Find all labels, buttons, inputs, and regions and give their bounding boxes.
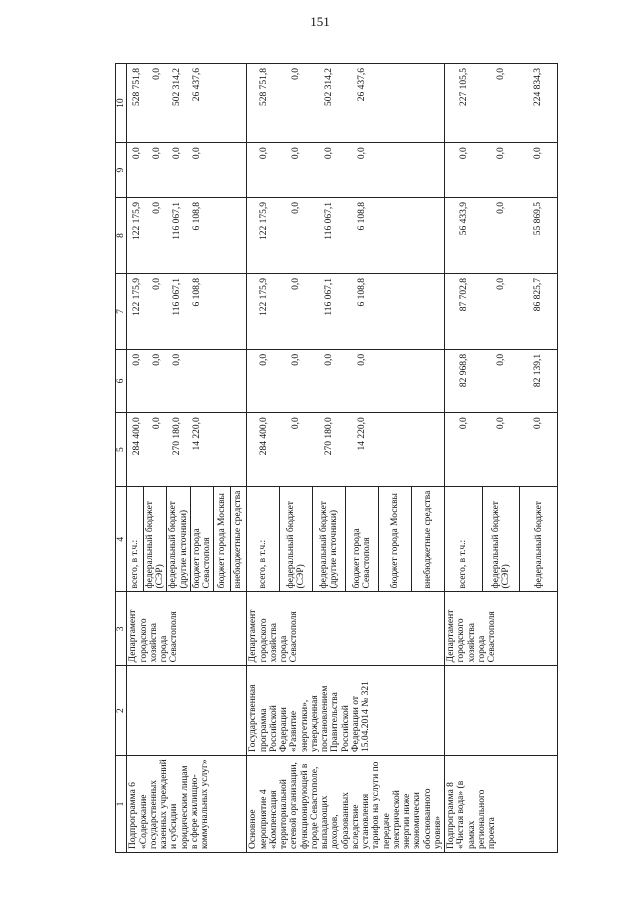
amount-value — [207, 198, 227, 273]
amount-cell-c7 — [445, 273, 558, 349]
row-cell-c1: Подпрограмма 6 «Содержание государственных казенных учреждений и субсидии юридическим лицам в сфере жилищно-коммунальных услуг» — [127, 755, 247, 852]
funding-source: федеральный бюджет (СЭР) — [144, 487, 168, 591]
amount-value: 116 067,1 — [324, 202, 335, 240]
funding-source: всего, в т.ч.: — [127, 487, 144, 591]
funding-sources-cell — [127, 487, 247, 592]
amount-value: 0,0 — [151, 68, 162, 80]
header-cell: 6 — [116, 349, 127, 412]
amount-value: 502 314,2 — [324, 68, 335, 106]
amount-value: 224 834,3 — [533, 68, 544, 106]
amount-value: 270 180,0 — [324, 417, 335, 456]
amount-value: 0,0 — [324, 147, 335, 160]
amount-value: 0,0 — [291, 277, 302, 290]
amount-value: 0,0 — [132, 147, 143, 160]
amount-value: 14 220,0 — [356, 417, 367, 451]
amount-value — [207, 413, 227, 486]
amount-cell-c6 — [247, 349, 445, 412]
amount-value: 0,0 — [151, 147, 162, 160]
row-cell-c2 — [445, 666, 558, 756]
amount-value: 55 869,5 — [533, 202, 544, 236]
amount-value — [378, 198, 411, 273]
amount-value — [378, 413, 411, 486]
amount-value: 0,0 — [495, 417, 506, 430]
funding-source: федеральный бюджет (СЭР) — [483, 487, 521, 591]
amount-value: 0,0 — [291, 68, 302, 80]
amount-value — [226, 350, 246, 412]
amount-value: 227 105,5 — [458, 68, 469, 106]
amount-value: 0,0 — [291, 202, 302, 214]
amount-value — [411, 274, 444, 349]
amount-value: 528 751,8 — [132, 68, 143, 106]
header-cell: 9 — [116, 143, 127, 198]
amount-cell-c10 — [445, 64, 558, 143]
funding-source: всего, в т.ч.: — [445, 487, 483, 591]
funding-source: федеральный бюджет — [533, 501, 544, 589]
amount-value: 0,0 — [171, 147, 182, 160]
amount-value — [207, 64, 227, 142]
amount-value: 0,0 — [356, 353, 367, 366]
amount-value: 0,0 — [458, 147, 469, 160]
amount-value: 0,0 — [324, 353, 335, 366]
row-cell-c3: Департамент городского хозяйства города Севастополя — [445, 592, 558, 666]
header-cell: 1 — [116, 755, 127, 852]
amount-cell-c5 — [247, 413, 445, 487]
amount-value: 116 067,1 — [171, 277, 182, 316]
amount-value: 122 175,9 — [132, 277, 143, 316]
row-cell-c3: Департамент городского хозяйства города Севастополя — [127, 592, 247, 666]
amount-value — [378, 64, 411, 142]
amount-cell-c10 — [247, 64, 445, 143]
funding-source: бюджет города Севастополя — [346, 487, 379, 591]
amount-value: 87 702,8 — [458, 277, 469, 312]
row-cell-c1: Подпрограмма 8 «Чистая вода» (в рамках регионального проекта — [445, 755, 558, 852]
amount-value: 0,0 — [258, 353, 269, 366]
amount-value — [411, 143, 444, 197]
amount-value: 6 108,8 — [356, 277, 367, 307]
amount-value: 528 751,8 — [258, 68, 269, 106]
amount-value: 122 175,9 — [132, 202, 143, 241]
funding-source: федеральный бюджет (другие источники) — [167, 487, 191, 591]
amount-value: 26 437,6 — [191, 68, 202, 102]
amount-value: 26 437,6 — [356, 68, 367, 102]
amount-value — [378, 350, 411, 412]
amount-cell-c5 — [127, 413, 247, 487]
amount-value — [187, 350, 207, 412]
amount-value: 0,0 — [495, 202, 506, 214]
amount-value: 116 067,1 — [171, 202, 182, 240]
amount-value: 0,0 — [533, 417, 544, 430]
funding-sources-cell — [445, 487, 558, 592]
amount-value: 0,0 — [151, 353, 162, 366]
amount-value: 0,0 — [132, 353, 143, 366]
amount-value: 284 400,0 — [132, 417, 143, 456]
amount-value — [226, 413, 246, 486]
amount-value — [411, 413, 444, 486]
amount-cell-c5 — [445, 413, 558, 487]
amount-value — [378, 274, 411, 349]
amount-value: 0,0 — [533, 147, 544, 160]
amount-value: 86 825,7 — [533, 277, 544, 312]
amount-cell-c9 — [127, 143, 247, 198]
row-cell-c3: Департамент городского хозяйства города Севастополя — [247, 592, 445, 666]
amount-value — [226, 64, 246, 142]
amount-value: 0,0 — [151, 417, 162, 430]
table-row — [127, 64, 247, 853]
header-row — [116, 64, 127, 853]
header-cell: 8 — [116, 198, 127, 274]
amount-value: 0,0 — [258, 147, 269, 160]
amount-value: 122 175,9 — [258, 277, 269, 316]
amount-value: 0,0 — [356, 147, 367, 160]
budget-table — [115, 63, 558, 853]
amount-cell-c8 — [127, 198, 247, 274]
funding-source: внебюджетные средства — [422, 490, 433, 589]
row-cell-c2 — [127, 666, 247, 756]
amount-value — [226, 274, 246, 349]
amount-value: 0,0 — [458, 417, 469, 430]
table-row — [445, 64, 558, 853]
amount-value: 284 400,0 — [258, 417, 269, 456]
amount-value — [207, 350, 227, 412]
amount-value — [226, 143, 246, 197]
amount-cell-c6 — [127, 349, 247, 412]
header-cell: 2 — [116, 666, 127, 756]
amount-cell-c9 — [445, 143, 558, 198]
amount-cell-c7 — [247, 273, 445, 349]
funding-sources-cell — [247, 487, 445, 592]
table-container — [115, 63, 640, 907]
amount-value: 6 108,8 — [356, 202, 367, 231]
header-cell: 7 — [116, 273, 127, 349]
amount-value: 0,0 — [291, 147, 302, 160]
amount-value — [226, 198, 246, 273]
header-cell: 4 — [116, 487, 127, 592]
amount-value — [411, 198, 444, 273]
amount-cell-c8 — [247, 198, 445, 274]
amount-value: 0,0 — [191, 147, 202, 160]
page-number: 151 — [310, 14, 330, 29]
amount-value — [207, 274, 227, 349]
amount-value: 0,0 — [495, 277, 506, 290]
amount-value: 0,0 — [495, 353, 506, 366]
amount-value: 6 108,8 — [191, 277, 202, 307]
amount-cell-c7 — [127, 273, 247, 349]
amount-value — [207, 143, 227, 197]
funding-source: бюджет города Севастополя — [191, 487, 215, 591]
amount-value: 122 175,9 — [258, 202, 269, 241]
amount-value: 0,0 — [495, 147, 506, 160]
amount-value — [411, 350, 444, 412]
amount-cell-c9 — [247, 143, 445, 198]
amount-value: 82 968,8 — [458, 353, 469, 388]
amount-value: 0,0 — [151, 202, 162, 214]
amount-cell-c8 — [445, 198, 558, 274]
funding-source: всего, в т.ч.: — [247, 487, 280, 591]
funding-source: внебюджетные средства — [233, 490, 244, 589]
amount-value: 82 139,1 — [533, 353, 544, 388]
funding-source: федеральный бюджет (СЭР) — [280, 487, 313, 591]
amount-value: 502 314,2 — [171, 68, 182, 106]
row-cell-c2: Государственная программа Российской Федерации «Развитие энергетики», утвержденная постановлением Правительства Российской Федерации от 15.04.2014 № 321 — [247, 666, 445, 756]
amount-value: 0,0 — [151, 277, 162, 290]
amount-cell-c10 — [127, 64, 247, 143]
funding-source: бюджет города Москвы — [214, 487, 231, 591]
header-cell: 5 — [116, 413, 127, 487]
amount-value: 0,0 — [291, 353, 302, 366]
funding-source: бюджет города Москвы — [379, 487, 412, 591]
amount-value: 116 067,1 — [324, 277, 335, 316]
amount-cell-c6 — [445, 349, 558, 412]
amount-value: 56 433,9 — [458, 202, 469, 236]
amount-value: 0,0 — [171, 353, 182, 366]
table-row — [247, 64, 445, 853]
header-cell: 10 — [116, 64, 127, 143]
amount-value: 270 180,0 — [171, 417, 182, 456]
header-cell: 3 — [116, 592, 127, 666]
row-cell-c1: Основное мероприятие 4 «Компенсация территориальной сетевой организации, функционирующей в городе Севастополе, выпадающих доходов, образованных вследствие установления тарифов на услуги по передаче электрической энергии ниже экономически обоснованного уровня» — [247, 755, 445, 852]
amount-value — [411, 64, 444, 142]
amount-value: 6 108,8 — [191, 202, 202, 231]
amount-value: 0,0 — [495, 68, 506, 80]
amount-value: 0,0 — [291, 417, 302, 430]
amount-value: 14 220,0 — [191, 417, 202, 451]
amount-value — [378, 143, 411, 197]
funding-source: федеральный бюджет (другие источники) — [313, 487, 346, 591]
